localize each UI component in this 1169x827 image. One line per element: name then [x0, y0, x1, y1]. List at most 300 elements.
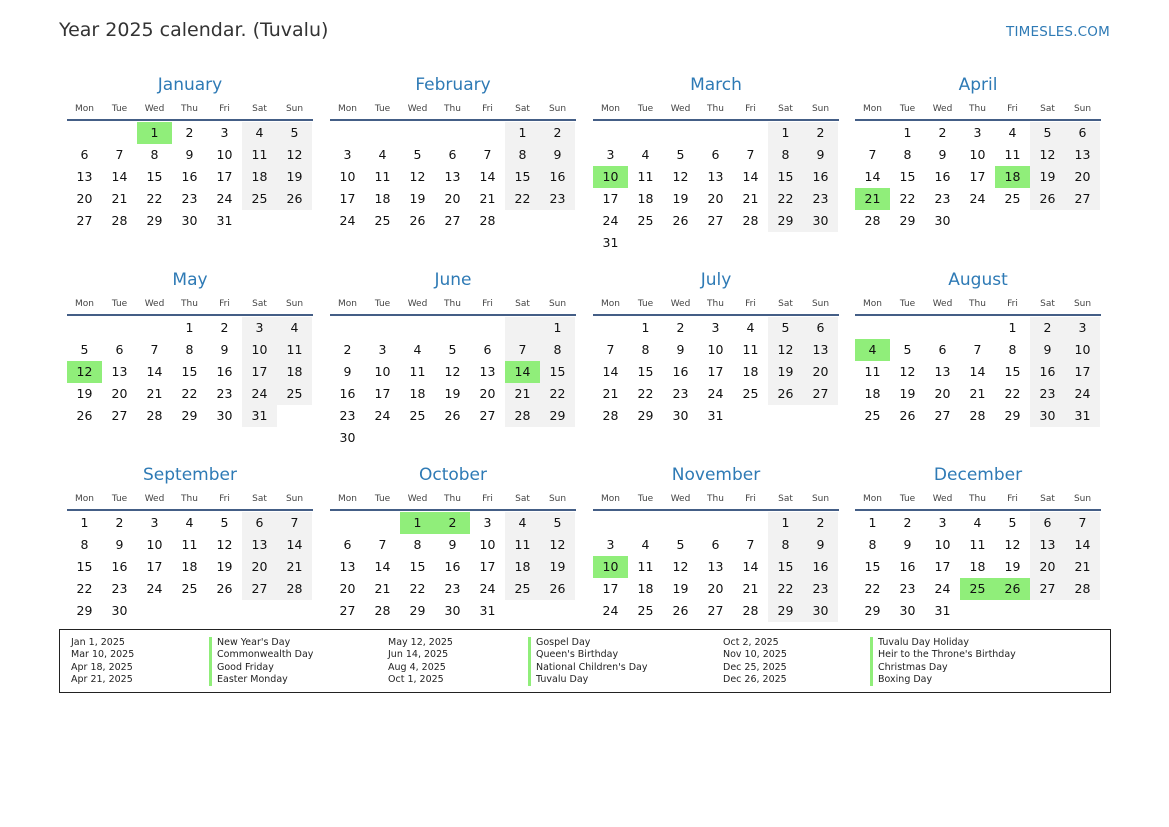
holiday-date: Oct 2, 2025	[723, 637, 779, 648]
day-cell: 9	[220, 342, 229, 357]
day-cell: 4	[413, 342, 422, 357]
day-cell: 20	[934, 386, 951, 401]
day-empty	[698, 122, 733, 144]
month-name: November	[671, 465, 761, 485]
weekday-label: Sat	[1040, 299, 1055, 309]
day-cell: 10	[146, 537, 163, 552]
day-cell: 6	[1030, 512, 1065, 534]
month-name: May	[172, 270, 208, 290]
day-cell: 14	[742, 559, 759, 574]
month-january	[67, 74, 313, 232]
day-cell: 1	[505, 122, 540, 144]
day-cell: 29	[768, 600, 803, 622]
day-cell: 25	[374, 213, 391, 228]
day-cell: 18	[742, 364, 759, 379]
day-cell: 14	[111, 169, 128, 184]
day-cell: 20	[444, 191, 461, 206]
day-cell: 27	[479, 408, 496, 423]
day-cell: 15	[1004, 364, 1021, 379]
day-empty	[505, 317, 540, 339]
weekday-label: Wed	[407, 299, 428, 309]
holiday-name: New Year's Day	[209, 637, 313, 649]
weekday-label: Wed	[670, 299, 691, 309]
weekday-header	[855, 489, 1101, 511]
weekday-header	[330, 489, 576, 511]
weekday-label: Sat	[1040, 494, 1055, 504]
day-cell: 29	[864, 603, 881, 618]
day-cell: 10	[374, 364, 391, 379]
weekday-label: Wed	[670, 104, 691, 114]
weekday-label: Wed	[670, 494, 691, 504]
day-holiday: 4	[855, 339, 890, 361]
day-cell: 7	[483, 147, 492, 162]
day-cell: 28	[1065, 578, 1100, 600]
month-december	[855, 464, 1101, 622]
day-cell: 25	[637, 603, 654, 618]
day-cell: 27	[444, 213, 461, 228]
day-empty	[102, 317, 137, 339]
weekday-label: Sat	[778, 104, 793, 114]
weekday-label: Wed	[144, 299, 165, 309]
weekday-label: Tue	[637, 104, 654, 114]
legend-names	[209, 637, 313, 686]
day-grid	[855, 317, 1101, 427]
day-cell: 18	[969, 559, 986, 574]
day-cell: 24	[602, 213, 619, 228]
day-cell: 20	[803, 361, 838, 383]
day-cell: 8	[868, 537, 877, 552]
day-cell: 13	[111, 364, 128, 379]
day-cell: 17	[1065, 361, 1100, 383]
day-empty	[733, 512, 768, 534]
weekday-label: Sat	[515, 299, 530, 309]
day-cell: 16	[803, 166, 838, 188]
day-cell: 1	[641, 320, 650, 335]
day-cell: 24	[339, 213, 356, 228]
day-cell: 9	[448, 537, 457, 552]
day-cell: 17	[602, 191, 619, 206]
day-cell: 28	[864, 213, 881, 228]
day-cell: 21	[277, 556, 312, 578]
day-cell: 24	[242, 383, 277, 405]
day-cell: 2	[185, 125, 194, 140]
weekday-label: Sun	[811, 299, 830, 309]
day-cell: 9	[185, 147, 194, 162]
day-cell: 16	[672, 364, 689, 379]
weekday-label: Fri	[482, 494, 493, 504]
day-cell: 31	[1065, 405, 1100, 427]
day-cell: 14	[277, 534, 312, 556]
weekday-label: Thu	[444, 104, 461, 114]
day-cell: 13	[76, 169, 93, 184]
day-holiday: 14	[505, 361, 540, 383]
holiday-name: Good Friday	[209, 662, 313, 674]
day-cell: 22	[768, 578, 803, 600]
weekday-label: Mon	[338, 104, 357, 114]
day-cell: 30	[111, 603, 128, 618]
site-link[interactable]: TIMESLES.COM	[1006, 24, 1110, 40]
day-cell: 6	[448, 147, 457, 162]
day-cell: 29	[1004, 408, 1021, 423]
weekday-label: Fri	[745, 104, 756, 114]
weekday-label: Wed	[144, 104, 165, 114]
weekday-label: Sat	[252, 299, 267, 309]
day-cell: 23	[672, 386, 689, 401]
day-cell: 21	[111, 191, 128, 206]
day-cell: 17	[479, 559, 496, 574]
day-cell: 10	[242, 339, 277, 361]
holiday-name: Christmas Day	[870, 662, 1016, 674]
holiday-date: Apr 18, 2025	[71, 661, 133, 673]
day-empty	[365, 122, 400, 144]
day-cell: 21	[479, 191, 496, 206]
weekday-label: Wed	[932, 494, 953, 504]
day-cell: 18	[181, 559, 198, 574]
day-cell: 26	[216, 581, 233, 596]
weekday-header	[855, 99, 1101, 121]
day-empty	[435, 122, 470, 144]
day-cell: 28	[146, 408, 163, 423]
day-cell: 7	[746, 147, 755, 162]
day-cell: 20	[111, 386, 128, 401]
day-cell: 21	[505, 383, 540, 405]
day-cell: 19	[672, 581, 689, 596]
day-cell: 8	[80, 537, 89, 552]
weekday-label: Fri	[1007, 104, 1018, 114]
month-april	[855, 74, 1101, 232]
day-cell: 10	[707, 342, 724, 357]
month-august	[855, 269, 1101, 427]
day-cell: 5	[768, 317, 803, 339]
day-cell: 24	[479, 581, 496, 596]
day-cell: 14	[1065, 534, 1100, 556]
day-cell: 16	[899, 559, 916, 574]
day-cell: 31	[707, 408, 724, 423]
day-empty	[330, 512, 365, 534]
day-cell: 19	[540, 556, 575, 578]
day-cell: 25	[864, 408, 881, 423]
day-cell: 3	[938, 515, 947, 530]
day-holiday: 10	[593, 166, 628, 188]
holiday-date: May 12, 2025	[388, 637, 453, 648]
day-empty	[67, 122, 102, 144]
weekday-label: Mon	[75, 494, 94, 504]
day-cell: 11	[505, 534, 540, 556]
day-cell: 13	[444, 169, 461, 184]
day-cell: 19	[216, 559, 233, 574]
day-cell: 15	[76, 559, 93, 574]
day-empty	[925, 317, 960, 339]
day-cell: 13	[479, 364, 496, 379]
month-february	[330, 74, 576, 232]
weekday-label: Thu	[181, 494, 198, 504]
day-cell: 24	[216, 191, 233, 206]
weekday-label: Tue	[111, 299, 128, 309]
day-cell: 9	[1030, 339, 1065, 361]
day-cell: 26	[899, 408, 916, 423]
day-cell: 7	[150, 342, 159, 357]
day-cell: 28	[479, 213, 496, 228]
day-cell: 23	[1030, 383, 1065, 405]
weekday-label: Sat	[1040, 104, 1055, 114]
holiday-date: Jun 14, 2025	[388, 649, 449, 661]
day-cell: 17	[934, 559, 951, 574]
day-grid	[330, 122, 576, 232]
day-cell: 6	[80, 147, 89, 162]
weekday-header	[593, 99, 839, 121]
month-name: December	[933, 465, 1023, 485]
day-cell: 27	[934, 408, 951, 423]
holiday-name: Queen's Birthday	[528, 649, 647, 661]
day-holiday: 18	[995, 166, 1030, 188]
day-cell: 17	[602, 581, 619, 596]
weekday-label: Fri	[219, 494, 230, 504]
day-cell: 29	[899, 213, 916, 228]
month-name: March	[690, 75, 742, 95]
day-cell: 12	[672, 169, 689, 184]
weekday-header	[67, 489, 313, 511]
weekday-label: Wed	[932, 104, 953, 114]
day-cell: 5	[676, 537, 685, 552]
day-cell: 14	[374, 559, 391, 574]
weekday-label: Fri	[745, 299, 756, 309]
day-empty	[733, 122, 768, 144]
day-cell: 14	[969, 364, 986, 379]
day-cell: 7	[1065, 512, 1100, 534]
day-cell: 11	[374, 169, 391, 184]
day-cell: 25	[242, 188, 277, 210]
day-cell: 8	[185, 342, 194, 357]
day-cell: 10	[934, 537, 951, 552]
day-cell: 18	[864, 386, 881, 401]
day-holiday: 12	[67, 361, 102, 383]
day-cell: 26	[540, 578, 575, 600]
day-cell: 8	[540, 339, 575, 361]
day-cell: 15	[540, 361, 575, 383]
holiday-name: Tuvalu Day	[528, 674, 647, 686]
weekday-header	[67, 294, 313, 316]
weekday-label: Wed	[407, 494, 428, 504]
day-cell: 15	[146, 169, 163, 184]
day-empty	[890, 317, 925, 339]
day-cell: 7	[115, 147, 124, 162]
day-cell: 27	[339, 603, 356, 618]
month-july	[593, 269, 839, 427]
day-cell: 10	[216, 147, 233, 162]
day-cell: 6	[711, 537, 720, 552]
day-cell: 27	[1065, 188, 1100, 210]
day-cell: 22	[864, 581, 881, 596]
day-cell: 11	[637, 169, 654, 184]
weekday-label: Sun	[1073, 299, 1092, 309]
day-cell: 12	[1030, 144, 1065, 166]
day-cell: 3	[606, 537, 615, 552]
day-cell: 19	[277, 166, 312, 188]
day-cell: 17	[707, 364, 724, 379]
day-cell: 4	[973, 515, 982, 530]
day-cell: 28	[277, 578, 312, 600]
day-cell: 6	[711, 147, 720, 162]
weekday-label: Tue	[374, 299, 391, 309]
day-cell: 22	[899, 191, 916, 206]
day-cell: 15	[181, 364, 198, 379]
day-cell: 5	[80, 342, 89, 357]
day-cell: 3	[1065, 317, 1100, 339]
day-cell: 16	[1030, 361, 1065, 383]
weekday-label: Sun	[811, 104, 830, 114]
day-cell: 24	[707, 386, 724, 401]
day-grid	[330, 317, 576, 449]
day-cell: 2	[343, 342, 352, 357]
day-empty	[330, 122, 365, 144]
day-holiday: 26	[995, 578, 1030, 600]
day-cell: 23	[216, 386, 233, 401]
day-cell: 20	[242, 556, 277, 578]
holiday-date: Aug 4, 2025	[388, 661, 446, 673]
holiday-name: Commonwealth Day	[209, 649, 313, 661]
weekday-label: Sun	[811, 494, 830, 504]
day-cell: 11	[969, 537, 986, 552]
weekday-label: Mon	[601, 299, 620, 309]
day-cell: 15	[409, 559, 426, 574]
weekday-label: Thu	[444, 494, 461, 504]
day-cell: 23	[803, 578, 838, 600]
day-cell: 12	[672, 559, 689, 574]
weekday-label: Tue	[111, 104, 128, 114]
day-cell: 29	[409, 603, 426, 618]
day-cell: 1	[868, 515, 877, 530]
day-cell: 11	[864, 364, 881, 379]
day-cell: 4	[242, 122, 277, 144]
holiday-name: Easter Monday	[209, 674, 313, 686]
day-cell: 14	[864, 169, 881, 184]
weekday-label: Tue	[637, 299, 654, 309]
day-cell: 3	[150, 515, 159, 530]
day-cell: 17	[146, 559, 163, 574]
weekday-label: Mon	[75, 104, 94, 114]
weekday-label: Tue	[899, 299, 916, 309]
day-cell: 19	[1004, 559, 1021, 574]
legend-dates	[388, 637, 453, 686]
month-october	[330, 464, 576, 622]
weekday-label: Mon	[338, 494, 357, 504]
day-cell: 21	[742, 191, 759, 206]
day-empty	[855, 122, 890, 144]
day-cell: 26	[672, 603, 689, 618]
weekday-label: Sat	[778, 494, 793, 504]
day-cell: 2	[1030, 317, 1065, 339]
day-cell: 30	[899, 603, 916, 618]
day-cell: 26	[672, 213, 689, 228]
legend-names	[528, 637, 647, 686]
day-cell: 4	[641, 537, 650, 552]
day-grid	[67, 512, 313, 622]
day-cell: 8	[413, 537, 422, 552]
weekday-label: Wed	[407, 104, 428, 114]
holiday-legend	[59, 629, 1111, 693]
day-cell: 12	[409, 169, 426, 184]
day-cell: 13	[707, 559, 724, 574]
day-cell: 4	[277, 317, 312, 339]
day-cell: 3	[242, 317, 277, 339]
day-cell: 21	[969, 386, 986, 401]
day-cell: 27	[707, 603, 724, 618]
day-cell: 19	[409, 191, 426, 206]
holiday-date: Dec 25, 2025	[723, 661, 787, 673]
day-cell: 17	[339, 191, 356, 206]
page-title: Year 2025 calendar. (Tuvalu)	[59, 19, 329, 41]
day-cell: 27	[1030, 578, 1065, 600]
day-holiday: 21	[855, 188, 890, 210]
day-cell: 28	[602, 408, 619, 423]
day-cell: 2	[676, 320, 685, 335]
day-empty	[102, 122, 137, 144]
day-empty	[593, 512, 628, 534]
day-cell: 26	[76, 408, 93, 423]
day-cell: 13	[803, 339, 838, 361]
day-cell: 30	[444, 603, 461, 618]
day-grid	[330, 512, 576, 622]
day-cell: 19	[1030, 166, 1065, 188]
day-cell: 6	[803, 317, 838, 339]
day-cell: 30	[1030, 405, 1065, 427]
weekday-label: Sun	[548, 104, 567, 114]
weekday-label: Thu	[707, 299, 724, 309]
day-cell: 19	[768, 361, 803, 383]
day-holiday: 25	[960, 578, 995, 600]
day-cell: 9	[115, 537, 124, 552]
day-cell: 22	[637, 386, 654, 401]
day-cell: 12	[277, 144, 312, 166]
day-cell: 30	[672, 408, 689, 423]
day-cell: 29	[181, 408, 198, 423]
weekday-label: Thu	[969, 494, 986, 504]
day-cell: 11	[742, 342, 759, 357]
weekday-header	[855, 294, 1101, 316]
day-cell: 22	[146, 191, 163, 206]
day-cell: 1	[768, 512, 803, 534]
day-cell: 23	[181, 191, 198, 206]
month-name: January	[157, 75, 223, 95]
day-cell: 27	[76, 213, 93, 228]
day-cell: 20	[1030, 556, 1065, 578]
day-cell: 18	[277, 361, 312, 383]
day-cell: 15	[637, 364, 654, 379]
day-cell: 22	[181, 386, 198, 401]
day-cell: 3	[711, 320, 720, 335]
day-cell: 25	[1004, 191, 1021, 206]
month-name: October	[418, 465, 488, 485]
day-cell: 23	[934, 191, 951, 206]
weekday-label: Sun	[548, 299, 567, 309]
day-cell: 31	[242, 405, 277, 427]
day-cell: 16	[181, 169, 198, 184]
day-cell: 18	[637, 191, 654, 206]
holiday-name: Gospel Day	[528, 637, 647, 649]
day-cell: 24	[602, 603, 619, 618]
day-cell: 21	[1065, 556, 1100, 578]
weekday-label: Sun	[285, 494, 304, 504]
day-empty	[365, 512, 400, 534]
day-cell: 29	[540, 405, 575, 427]
day-cell: 24	[146, 581, 163, 596]
day-cell: 30	[803, 210, 838, 232]
month-march	[593, 74, 839, 254]
day-empty	[400, 122, 435, 144]
day-cell: 24	[374, 408, 391, 423]
day-cell: 30	[216, 408, 233, 423]
day-cell: 18	[637, 581, 654, 596]
